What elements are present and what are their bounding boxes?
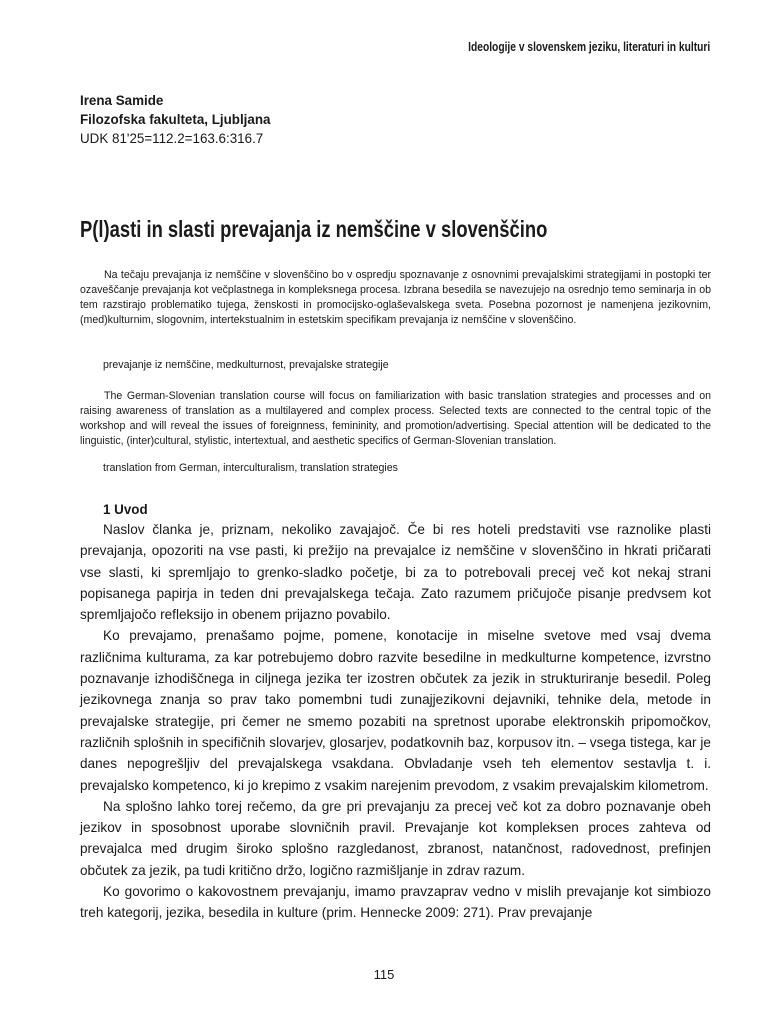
udk-code: UDK 81'25=112.2=163.6:316.7 (80, 131, 264, 146)
author-block (80, 91, 270, 148)
paragraph: Ko prevajamo, prenašamo pojme, pomene, konotacije in miselne svetove med vsaj dvema različnima kulturama, za kar potrebujemo dobro razvite besedilne in medkulturne kompetence, izvrstno poznavanje izhodiščnega in ciljnega jezika ter izostren občutek za jezik in strukturiranje besedil. Poleg jezikovnega znanja so prav tako pomembni tudi zunajjezikovni dejavniki, tehnike dela, metode in prevajalske strategije, pri čemer ne smemo pozabiti na spretnost uporabe elektronskih pripomočkov, različnih splošnih in specifičnih slovarjev, glosarjev, podatkovnih baz, korpusov itn. – vsega tistega, kar je danes nepogrešljiv del prevajalskega vsakdana. Obvladanje vseh teh elementov sestavlja t. i. prevajalsko kompetenco, ki jo krepimo z vsakim narejenim prevodom, z vsakim prevajalskim kilometrom. (80, 628, 711, 793)
running-head: Ideologije v slovenskem jeziku, literaturi in kulturi (467, 40, 710, 54)
author-name: Irena Samide (80, 93, 164, 108)
keywords-slovenian: prevajanje iz nemščine, medkulturnost, prevajalske strategije (103, 359, 389, 371)
page-number: 115 (373, 967, 395, 982)
paragraph: Na splošno lahko torej rečemo, da gre pri prevajanju za precej več kot za dobro poznavanje obeh jezikov in sposobnost uporabe slovničnih pravil. Prevajanje kot kompleksen proces zahteva od prevajalca med drugim široko splošno razgledanost, zbranost, natančnost, radovednost, prefinjen občutek za jezik, pa tudi kritično držo, logično razmišljanje in zdrav razum. (80, 798, 711, 878)
body-text (80, 519, 711, 924)
paragraph: Ko govorimo o kakovostnem prevajanju, imamo pravzaprav vedno v mislih prevajanje kot simbiozo treh kategorij, jezika, besedila in kulture (prim. Hennecke 2009: 271). Prav prevajanje (80, 884, 711, 921)
author-affiliation: Filozofska fakulteta, Ljubljana (80, 112, 271, 127)
abstract-english: The German-Slovenian translation course will focus on familiarization with basic translation strategies and processes and on raising awareness of translation as a multilayered and complex process. Selected texts are connected to the central topic of the workshop and will reveal the issues of foreignness, femininity, and promotion/advertising. Special attention will be dedicated to the linguistic, (inter)cultural, stylistic, intertextual, and aesthetic specifics of German-Slovenian translation. (80, 390, 711, 447)
article-title: P(l)asti in slasti prevajanja iz nemščine v slovenščino (80, 216, 548, 242)
abstract-slovenian: Na tečaju prevajanja iz nemščine v slovenščino bo v ospredju spoznavanje z osnovnimi prevajalskimi strategijami in postopki ter ozaveščanje prevajanja kot večplastnega in kompleksnega procesa. Izbrana besedila se navezujejo na osrednjo temo seminarja in ob tem razstirajo problematiko tujega, ženskosti in promocijsko-oglaševalskega sveta. Posebna pozornost je namenjena jezikovnim, (med)kulturnim, slogovnim, intertekstualnim in estetskim specifikam prevajanja iz nemščine v slovenščino. (80, 269, 711, 326)
paragraph: Naslov članka je, priznam, nekoliko zavajajoč. Če bi res hoteli predstaviti vse raznolike plasti prevajanja, opozoriti na vse pasti, ki prežijo na prevajalce iz nemščine v slovenščino in hkrati pričarati vse slasti, ki spremljajo to grenko-sladko početje, bi za to potrebovali precej več kot nekaj strani popisanega papirja in teden dni prevajalskega tečaja. Zato razumem pričujoče pisanje predvsem kot spremljajočo refleksijo in obenem prijazno povabilo. (80, 522, 711, 623)
section-heading: 1 Uvod (103, 502, 148, 517)
keywords-english: translation from German, interculturalism, translation strategies (103, 462, 398, 474)
